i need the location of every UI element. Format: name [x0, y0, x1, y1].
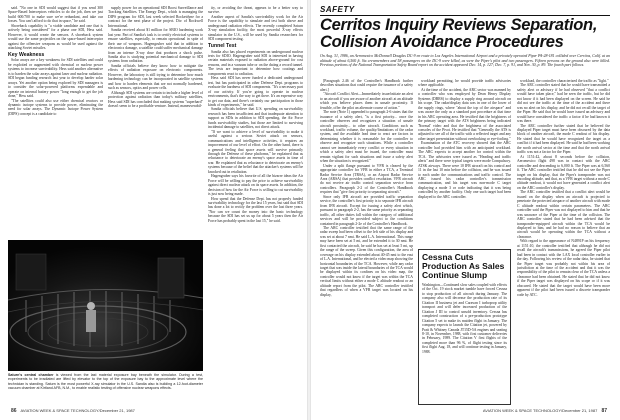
- subhead-key-weakness: Key Weakness: [8, 51, 45, 58]
- headline-line-2: Collision Avoidance Procedures: [320, 33, 564, 51]
- publication-name: AVIATION WEEK & SPACE TECHNOLOGY/: [482, 408, 563, 413]
- paragraph: Hagengruber says his favorite of all the bizarre ideas the Air Force will be willing to pay the price to achieve survivability against direct nuclear attack on its space assets. In addition, the decision of how far the Air Force is willing to cut survivability is just now being made.: [208, 174, 303, 197]
- paragraph: Under a split flange pursuant to VFR is cleared by the appropriate controller for VFR in either a TCA, a Terminal Radar Service Area (TRSA), or an Airport Radar Service Area (ARSA) that provides conflict resolution. VFR aircraft do not receive air traffic control separation service from controllers. Paragraph 2-2 of the Controller's Handbook requires that "give first priority to separating aircraft.": [320, 163, 413, 195]
- paragraph: "The satellites could also use either chemical reactors or dynamic isotope systems to provide power, eliminating the need for solar arrays. The Dynamic Isotope Power System (DIPS) concept is a candidate to: [8, 98, 103, 116]
- right-column-3: [517, 79, 610, 404]
- paragraph: Sandia received about $1 million for SBIO hardening work last year. Part of Sandia's task is to certify electrical systems to ensure satellites, especially, to remain operational in spite of their use of weapons. Hagengruber said that in addition to electronics damage, a satellite could suffer mechanical damage from an intense X-ray dose that produces a shock pulse. Sandia also is studying potential mechanical damage to SDI systems from radiation.: [108, 28, 203, 64]
- paragraph: How spend that the Defense Dept. has not properly funded survivability technology for the last 15 years, but said that SDI has done a lot to rectify the problem over the last three years. "Nor can we count the money into the basic technology because the SDI has set us up for about 5 years then the Air Force has probably spent in the last 15," he said.: [208, 196, 303, 223]
- left-page: [0, 0, 306, 420]
- left-column-2: [108, 6, 203, 238]
- headline: [320, 17, 610, 51]
- paragraph: With regard to the appearance of N4891P on his frequency at 1151:10, the controller testified that although he did not recall the aircraft's transmissions, he agreed the Piper pilot had been in contact with the LAX local controller earlier in the day. Following his review of the radar data, he stated that the Piper target was probably not within his area of jurisdiction at the time of the accident and that it was the responsibility of the pilot to remain clear of the TCA unless a clearance had been obtained. He stated that he did not know if the Piper target was displayed on his scope or if it was obscured. He stated that the target would have been more apparent if the pilot had been issued a discrete transponder code by ATC.: [517, 239, 610, 297]
- paragraph: Hess said SDI has never funded a dedicated underground test, but has participated in other Defense Dept. programs to evaluate the hardness of SDI components. "It's a necessary part of our activity. If you're going to operate in nuclear environments, that's the way to get there. It's an expensive way to get our data, and there's certainly our participation in those kinds of experiments," he said.: [208, 76, 303, 108]
- paragraph: Sandia officials believe they know how to mitigate the effects of radiation exposure on electronic components. However, the laboratory is still trying to determine how much hardening technology can be incorporated in satellite systems and how to harden elements that are not normally hardened, such as sensors, optics and power cells.: [108, 63, 203, 91]
- paragraph: Shoreback capability is "a viable candidate and one that is actively being considered" for a phase one SDI, Hess said. However, it would create the sensors. A shoreback system would use the same projectiles on the space-based interceptor against the offensive weapons as would be used against the attacking Soviet missiles.: [8, 23, 103, 51]
- right-column-1: [320, 79, 413, 404]
- saturn-chamber-photo: [8, 240, 203, 371]
- left-column-1: [8, 6, 103, 238]
- folio-left: [8, 408, 135, 414]
- headline-line-1: Cerritos Inquiry Reviews Separation,: [320, 16, 598, 34]
- paragraph: [Paragraph 2.46 of the Controller's Handbook further describes situations that could require the issuance of a safety alert.]: [320, 79, 413, 92]
- paragraph: Another aspect of Sandia's survivability work for the Air Force is the capability to simulate and test both above and underground radiation effects. The recently completed Saturn X-ray simulation facility, the most powerful X-ray effects simulator in the U.S., will be used by Sandia researchers for SDI component testing.: [208, 14, 303, 42]
- paragraph: The ARC controller stated that he would have transmitted a safety alert or advisory if he had observed "that a conflict would have taken place," had he seen the traffic, but he did not know if it had been displayed on the screen. He said he did not see the traffic at the time of the accident and there was no alert on his display, and he did not recall the target of the Piper. He said that he would have issued an advisory and would have considered the traffic a factor if he had known it was there.: [517, 83, 610, 124]
- subhead-tunnel-test: Tunnel Test: [208, 42, 237, 49]
- paragraph: Sandia officials believe that U.S. spending on survivability research has been insufficient and that inadequate attention to support as SDIs in addition to SDI spending, the Air Force funds survivability studies, but those are limited to surviving incidental damage to satellites, not direct attack.: [208, 107, 303, 130]
- paragraph: Sandia also has placed experiments on underground nuclear tests for SDIO. Hagengruber said SDI is interested in having certain materials exposed to radiation above-ground for cost reasons, and in a vacuum tube or on the dating a record tunnel. The tests are important to determine how coatings and components react to radiation.: [208, 49, 303, 76]
- paragraph: Examination of the ATC recovery showed that the ARC controller had provided him with an anticipated workload. The ARC expects to accept another for control within the TCA. The advisories were issued as "Heading and traffic alerts" and there were typical targets were mode Compulsory. ATSK airways. There were 10 IFR aircraft on his control and 11 in the last 10 min before the collision, and he was issued to each under the communications and traffic control. The ARC issued his radar controller's transmission communication, and his target was non-mode C target displaying a mode 3 or code indicating that it was being controlled by another facility. Only one such target had been displayed to the ARC controller.: [418, 141, 511, 199]
- article-lede: On Aug. 31, 1986, an Aeromexico McDonnell Douglas DC-9 en route to Los Angeles International Airport and a privately operated Piper PA-28-181 collided over Cerritos, Calif. at an altitude of about 6,560 ft. Six crewmembers and 58 passengers on the DC-9 were killed, as were the Piper's pilot and two passengers. Fifteen persons on the ground also were killed. Previous portions of the National Transportation Safety Board report on the accident appeared Dec. 14, p. 127; Dec. 7, p. 91, and Nov. 30, p. 89. The fourth part follows.: [320, 54, 610, 67]
- publication-name: AVIATION WEEK & SPACE TECHNOLOGY/: [20, 408, 100, 413]
- paragraph: The ARC controller testified that the same range of the radar sweep had been offset to the left side of his display and was set at about 7 nmi. He said L.A. International. This range may have been set at 5 mi, and he extended it to 30 nmi. He first contacted the aircraft, he said he has set at least 5 mi, up the range of the sweep. Given this configuration, the area of coverage on his display extended about 40-45 nmi to the east of L.A. International, and he elected a video map showing the horizontal boundaries of the TCA. However, while any radar target that was inside the lateral boundaries of the TCA would be displayed within its confines on his video map, the controller would not know if the target was within the TCA vertical limits without either a mode C altitude readout or an altitude report from the pilot. The ARC controller testified that regardless of when a VFR target was located on his display,: [320, 225, 413, 297]
- paragraph: workload permitting, he would provide traffic advisories where applicable.: [418, 79, 511, 88]
- page-number: 87: [601, 408, 607, 414]
- paragraph: The ARC controller further stated that he believed the displayed Piper target must have been obscured by the data block of another aircraft, the mode C readout of his display. He stated that he would have recognized the target as a conflict if it had been displayed. He said he had been working the north arrival sector at the time and that the north arrival traffic was not a factor for the Piper.: [517, 123, 610, 155]
- paragraph: At the time of the accident, the ARC sector was manned by a controller who was employed by Dean Henry Display Systems (DBRS) to display a supply ring around aircraft on his scope. The radar/display data was in one of the lower of the supply rings, where "about the top of the airspace" and was aware the only as a standard part procedure at that time in his ARC operating area. He testified that the brightness of the primary target with the ATS brightness being indicated 'Normal' video and that the brightness of the associated consoles of the Pivot. He testified that "Generally the ATS is adjusted to see all of the traffic with a reflected target and any other target presentation without overlooking or eye-fooling.": [418, 87, 511, 141]
- page-number: 86: [11, 408, 17, 414]
- right-column-2: [418, 79, 511, 245]
- photo-caption: [8, 373, 203, 390]
- sidebar-cessna-box: [418, 249, 511, 405]
- paragraph: ity, or avoiding the threat, appears to be a better way to survive.: [208, 6, 303, 15]
- saturn-chamber-image: [8, 240, 203, 371]
- page-gutter: [307, 0, 311, 420]
- paragraph: The note (Note 1) appended to paragraph 2-6 states that the issuance of a safety alert, "is a first priority... once the controller observes and recognizes a situation of unsafe aircraft proximity... to other aircraft. Conditions such as workload, traffic volume, the quality/limitations of the radar system, and the available lead time to react are factors in determining whether it is reasonable for the controller to observe and recognize such situations. While a controller cannot see immediately every conflict or every situation in which a safety alert must be issued, the controller must remain vigilant for such situations and issue a safety alert when the situation is recognized.": [320, 110, 413, 164]
- sidebar-body: Washington—Continued slow sales coupled with effects of the Oct. 19 stock market tumble have forced Cessna to stop production of all aircraft during January. The company also will decrease the production rate of its Citation II business jet and Caravan I turboprop utility transport and will defer increased production of the Citation J III to control unsold inventory. Cessna has completed construction of a pre-production prototype Citation 5 set to make its maiden flight in January. The company expects to launch the Citation jet, powered by Pratt & Whitney Canada JT15D-5A engines and seating 8-10, in November, 1988, with first customer deliveries in February, 1989. The Citation V first flights of the completed more than 96 %, of flight testing since its first flight Aug. 18, and will continue testing in January, 1988.: [422, 283, 507, 354]
- paragraph: "Aircraft Conflict Alert—Immediately issue/initiate an alert to an aircraft if you are aware of another aircraft at an altitude which you believe places them in unsafe proximity. If feasible, offer the pilot an alternate course of action.": [320, 92, 413, 110]
- paragraph: The ARC controller testified that a conflict alert would be issued on the display when an aircraft is projected to penetrate the protected airspace of another aircraft with mode C altitude readout within certain parameters. The ARC controller said the Piper was not displayed to him and that he was unaware of the Piper at the time of the collision. The ARC controller stated that he had been advised that the transponder-equipped aircraft within the TCA would be displayed to him, and he had no reason to believe that an aircraft would be operating within the TCA without a clearance.: [517, 190, 610, 239]
- paragraph: At 1151:42, about 8 seconds before the collision, Aeromexico flight 498 was in contact with the ARC controller and descending to 6,000 ft. The Piper was at 6,560 ft. The ARC controller testified that he did not see the Piper target on his display, that the Piper's transponder was not encoding altitude, and that, as a VFR target without a mode C altitude readout, it would not have generated a conflict alert on the ARC controller's display.: [517, 154, 610, 190]
- issue-date: December 21, 1987: [99, 408, 135, 413]
- left-column-3: [208, 6, 303, 398]
- issue-date: December 21, 1987: [562, 408, 598, 413]
- folio-right: [483, 408, 610, 414]
- right-page: [312, 0, 618, 420]
- sidebar-title: Cessna Cuts Production As Sales Continue Slump: [422, 252, 505, 280]
- section-label: SAFETY: [320, 5, 355, 14]
- paragraph: "If we want to achieve a level of survivability to make it useful against a serious Soviet attack on sensors, communications and intelligence activities, it requires an improvement of our level of effort. On the other hand, there is a general feeling that space assets will survive primarily through the Defense of these platforms," he explained that as reluctance to deteriorate an enemy's space assets in time of war. He explained that as reluctance to deteriorate an enemy's systems because of the belief that the attacker's systems will be knocked out in retaliation.: [208, 129, 303, 174]
- paragraph: Although SDI systems are certain to include a higher level of protection against radiation than today's military satellites, Hess said SDI has concluded that making systems "superhard" doesn't seem to be a profitable venture. Instead, maneuverabil-: [108, 90, 203, 108]
- paragraph: Solar arrays are a key weakness for SDI satellites and could be exploited or augmented with chemical or nuclear power systems to increase survivability. Hess said another alternative is to harden the solar arrays against laser and nuclear radiation. SDI began funding research last year to develop harder solar arrays. Yet another option being explored by SDI managers is to consider the solar-powered platforms expendable and operate on internal battery power "long enough to get the job done," Hess said.: [8, 58, 103, 99]
- paragraph: Since only IFR aircraft are provided traffic separation service, the controller's first priority is to separate IFR aircraft from IFR aircraft. Except for issuing a safety alert which, pursuant to paragraph 2-2, has the same priority as separating traffic, all other duties fall within the category of additional services and will be provided subject to the conditions contained in paragraph 2-2e of the Controller's Handbook.: [320, 194, 413, 226]
- photo-caption-lead: Saturn's central chamber: [8, 373, 54, 377]
- paragraph: workload, the controller characterized the traffic as "light.": [520, 79, 609, 83]
- paragraph: supply power for an operational SDI Boost Surveillance and Tracking Satellites. The Energy Dept., which is managing the DIPS program for SDI, last week selected Rocketdyne for a contract for the next phase of the project. Div. of Rockwell International.: [108, 6, 203, 28]
- paragraph: said. "No one in SDI would suggest that if you send 300 Space-Based Interceptors vehicles to do the job, then we just build 600/700 to make sure we're redundant, and take our losses. You can't afford to do that in space," he said.: [8, 6, 103, 24]
- photo-caption-text: is viewed from the last material exposure bay beneath the simulator. During a test, experiments to be irradiated are lifted by elevator to the top of the exposure bay to the approximate level where the technician is standing. Saturn is the most powerful X-ray simulator in the U.S. Sandia also is building a 12-foot-diameter vacuum chamber at Kirtland AFB, N.M., to enable realistic testing of offensive nuclear weapons effects.: [8, 373, 203, 390]
